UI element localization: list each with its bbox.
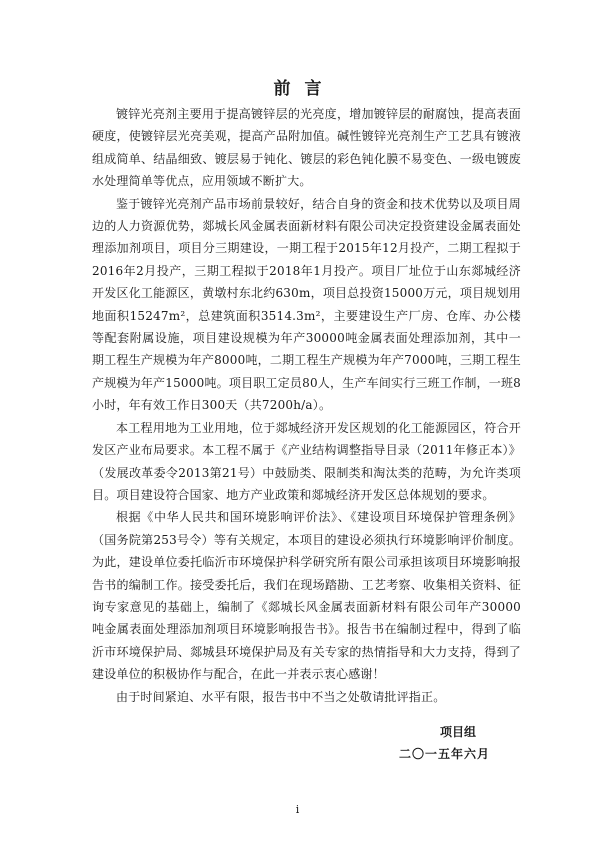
document-body — [92, 103, 521, 708]
paragraph: 鉴于镀锌光亮剂产品市场前景较好，结合自身的资金和技术优势以及项目周边的人力资源优势，郯城长风金属表面新材料有限公司决定投资建设金属表面处理添加剂项目，项目分三期建设，一期工程于2015年12月投产，二期工程拟于2016年2月投产，三期工程拟于2018年1月投产。项目厂址位于山东郯城经济开发区化工能源区，黄墩村东北约630m，项目总投资15000万元，项目规划用地面积15247m²，总建筑面积3514.3m²，主要建设生产厂房、仓库、办公楼等配套附属设施，项目建设规模为年产30000吨金属表面处理添加剂，其中一期工程生产规模为年产8000吨，二期工程生产规模为年产7000吨，三期工程生产规模为年产15000吨。项目职工定员80人，生产车间实行三班工作制，一班8小时，年有效工作日300天（共7200h/a）。 — [92, 196, 521, 413]
page-title: 前言 — [273, 79, 336, 99]
paragraph: 本工程用地为工业用地，位于郯城经济开发区规划的化工能源园区，符合开发区产业布局要求。本工程不属于《产业结构调整指导目录（2011年修正本）》（发展改革委令2013第21号）中鼓励类、限制类和淘汰类的范畴，为允许类项目。项目建设符合国家、地方产业政策和郯城经济开发区总体规划的要求。 — [92, 420, 521, 502]
paragraph: 镀锌光亮剂主要用于提高镀锌层的光亮度，增加镀锌层的耐腐蚀，提高表面硬度，使镀锌层光亮美观，提高产品附加值。碱性镀锌光亮剂生产工艺具有镀液组成简单、结晶细致、镀层易于钝化、镀层的彩色钝化膜不易变色、一级电镀废水处理简单等优点，应用领域不断扩大。 — [92, 107, 521, 189]
signer: 项目组 — [440, 725, 477, 739]
sign-date: 二〇一五年六月 — [399, 747, 491, 761]
page-number: i — [295, 803, 300, 816]
paragraph: 根据《中华人民共和国环境影响评价法》、《建设项目环境保护管理条例》（国务院第253号令）等有关规定，本项目的建设必须执行环境影响评价制度。为此，建设单位委托临沂市环境保护科学研究所有限公司承担该项目环境影响报告书的编制工作。接受委托后，我们在现场踏勘、工艺考察、收集相关资料、征询专家意见的基础上，编制了《郯城长风金属表面新材料有限公司年产30000吨金属表面处理添加剂项目环境影响报告书》。报告书在编制过程中，得到了临沂市环境保护局、郯城县环境保护局及有关专家的热情指导和大力支持，得到了建设单位的积极协作与配合，在此一并表示衷心感谢！ — [92, 510, 521, 682]
paragraph: 由于时间紧迫、水平有限，报告书中不当之处敬请批评指正。 — [116, 689, 446, 704]
